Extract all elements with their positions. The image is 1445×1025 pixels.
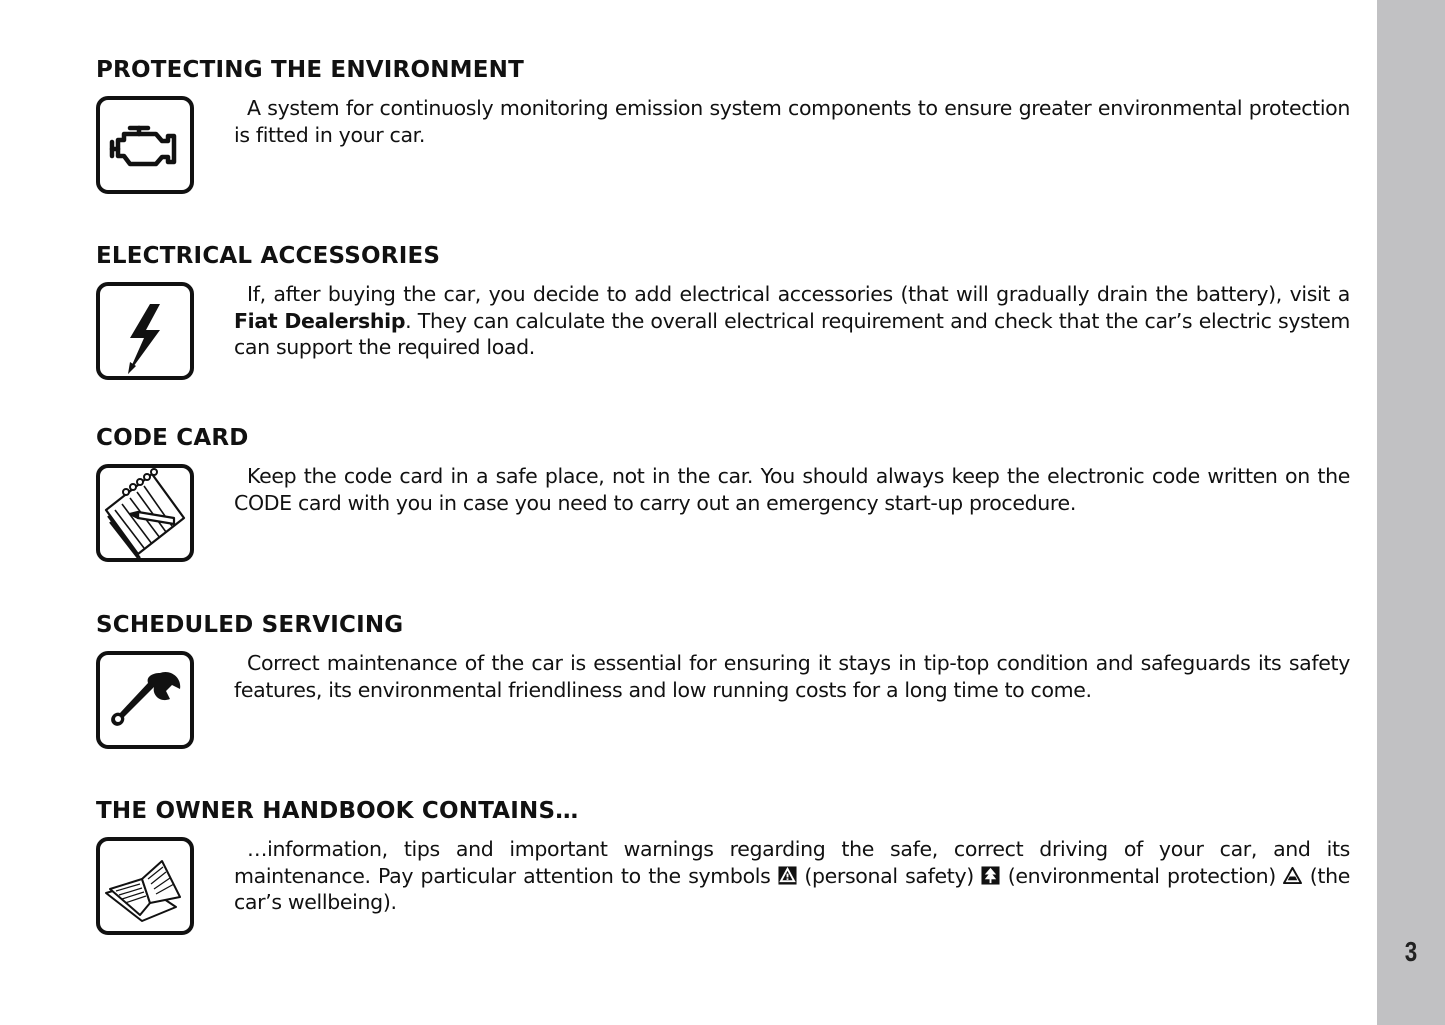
notepad-pencil-icon (96, 464, 194, 562)
lightning-bolt-icon (96, 282, 194, 380)
section-body: Keep the code card in a safe place, not in the car. You should always keep the electronic code written on the CODE card with you in case you need to carry out an emergency start-up procedure. (234, 464, 1350, 515)
environmental-protection-icon (981, 866, 1000, 885)
section-owner-handbook (96, 796, 1352, 914)
section-heading: SCHEDULED SERVICING (96, 612, 404, 638)
car-wellbeing-icon (1283, 866, 1302, 885)
wrench-icon (96, 651, 194, 749)
section-protecting-environment (96, 55, 1352, 147)
side-tab (1377, 0, 1445, 1025)
section-scheduled-servicing (96, 610, 1352, 702)
section-heading: THE OWNER HANDBOOK CONTAINS… (96, 798, 579, 824)
section-electrical-accessories (96, 241, 1352, 359)
section-body (234, 281, 1350, 361)
body-text-part: . They can calculate the overall electrical requirement and check that the car’s electric system can support the required load. (234, 308, 1351, 359)
dealership-link-text: Fiat Dealership (234, 308, 406, 333)
section-body (234, 836, 1350, 916)
car-wellbeing-label: (the car’s wellbeing). (234, 863, 1351, 914)
body-text-part: If, after buying the car, you decide to add electrical accessories (that will gradually drain the battery), visit a (247, 282, 1350, 306)
section-code-card (96, 423, 1352, 515)
page-number: 3 (1404, 936, 1418, 967)
section-heading: ELECTRICAL ACCESSORIES (96, 243, 441, 269)
engine-warning-icon (96, 96, 194, 194)
section-heading: CODE CARD (96, 425, 249, 451)
personal-safety-warning-icon (778, 866, 797, 885)
environmental-protection-label: (environmental protection) (1007, 863, 1276, 888)
section-body: Correct maintenance of the car is essential for ensuring it stays in tip-top condition and safeguards its safety features, its environmental friendliness and low running costs for a long time to come. (234, 651, 1350, 702)
body-text-part: …information, tips and important warnings regarding the safe, correct driving of your car, and its maintenance. Pay particular attention to the symbols (234, 837, 1350, 888)
section-heading: PROTECTING THE ENVIRONMENT (96, 57, 525, 83)
open-book-icon (96, 837, 194, 935)
personal-safety-label: (personal safety) (804, 863, 974, 888)
section-body: A system for continuosly monitoring emission system components to ensure greater environmental protection is fitted in your car. (234, 96, 1350, 147)
